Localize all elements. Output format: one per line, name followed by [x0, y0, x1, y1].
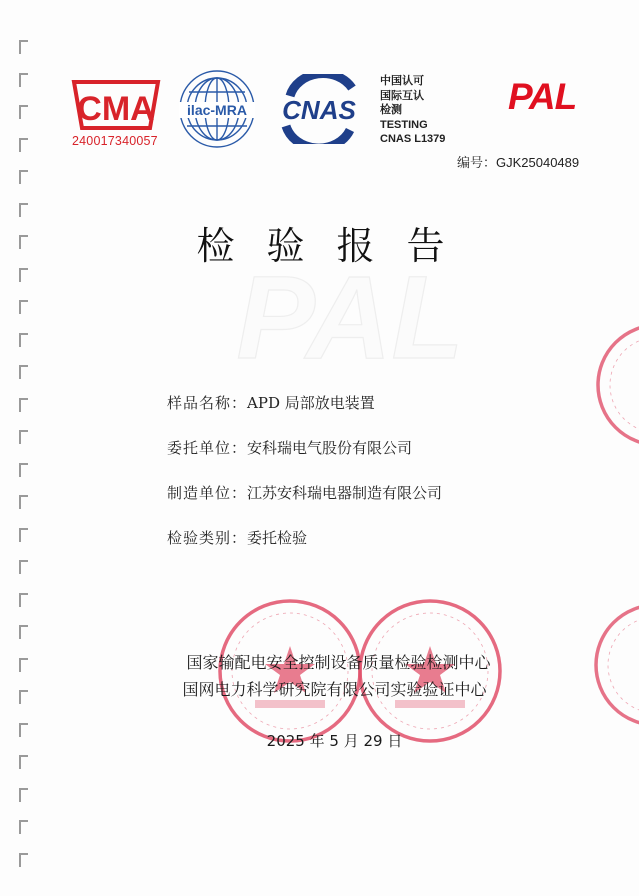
cnas-logo — [270, 74, 368, 144]
field-label: 检验类别： — [167, 529, 248, 547]
field-manufacturer — [167, 482, 442, 527]
svg-text:CMA: CMA — [77, 90, 155, 128]
svg-text:PAL: PAL — [236, 260, 464, 370]
binding-mark — [19, 365, 28, 379]
issuer-line-2: 国网电力科学研究院有限公司实验验证中心 — [182, 680, 487, 699]
cnas-line: 中国认可 — [380, 75, 424, 87]
cnas-line: 检测 — [380, 104, 402, 116]
field-value: 江苏安科瑞电器制造有限公司 — [247, 484, 443, 502]
field-sample-name — [167, 392, 442, 437]
svg-text:ilac-MRA: ilac-MRA — [187, 102, 247, 118]
partial-seal-right — [590, 320, 639, 450]
binding-mark — [19, 528, 28, 542]
cnas-line: 国际互认 — [380, 89, 424, 102]
binding-mark — [19, 40, 28, 54]
binding-mark — [19, 73, 28, 87]
pal-logo: PAL — [508, 76, 577, 117]
field-label: 制造单位： — [167, 484, 248, 502]
binding-mark — [19, 593, 28, 607]
cnas-accreditation-text — [380, 74, 445, 147]
cnas-line: TESTING — [380, 118, 428, 131]
field-client — [167, 437, 442, 482]
binding-marks — [19, 40, 29, 890]
cnas-line: CNAS L1379 — [380, 133, 446, 145]
field-value: 委托检验 — [247, 529, 308, 547]
binding-mark — [19, 333, 28, 347]
report-date: 2025 年 5 月 29 日 — [266, 732, 403, 750]
cma-certificate-number: 240017340057 — [72, 134, 158, 148]
cma-logo — [70, 78, 162, 132]
binding-mark — [19, 138, 28, 152]
field-label: 样品名称： — [167, 394, 248, 412]
binding-mark — [19, 398, 28, 412]
binding-mark — [19, 105, 28, 119]
binding-mark — [19, 625, 28, 639]
ilac-mra-logo — [177, 68, 257, 150]
svg-text:CNAS: CNAS — [282, 95, 356, 125]
sample-info-fields — [167, 392, 442, 572]
binding-mark — [19, 463, 28, 477]
issuer-line-1: 国家输配电安全控制设备质量检验检测中心 — [186, 653, 491, 672]
binding-mark — [19, 853, 28, 867]
pal-watermark — [225, 260, 475, 370]
page-title: 检验报告 — [196, 224, 477, 268]
binding-mark — [19, 300, 28, 314]
binding-mark — [19, 170, 28, 184]
field-label: 委托单位： — [167, 439, 248, 457]
binding-mark — [19, 820, 28, 834]
binding-mark — [19, 560, 28, 574]
field-value: 安科瑞电气股份有限公司 — [247, 439, 413, 457]
binding-mark — [19, 755, 28, 769]
report-number: 编号：GJK25040489 — [457, 155, 580, 170]
binding-mark — [19, 495, 28, 509]
binding-mark — [19, 788, 28, 802]
binding-mark — [19, 430, 28, 444]
field-test-type — [167, 527, 442, 572]
field-value: APD 局部放电装置 — [247, 394, 375, 412]
